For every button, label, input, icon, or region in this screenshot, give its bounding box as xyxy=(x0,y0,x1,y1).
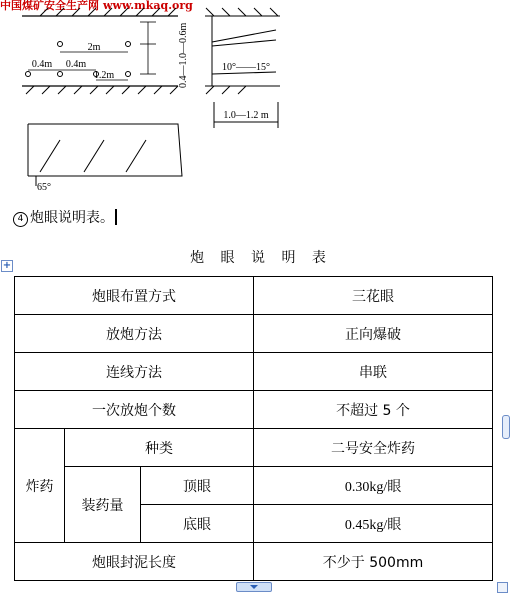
cell-kind-label: 种类 xyxy=(65,429,254,467)
table-title: 炮 眼 说 明 表 xyxy=(190,250,332,266)
dim-04-left-label: 0.4m xyxy=(31,59,53,70)
hole-bottom-1 xyxy=(26,72,31,77)
angle-range-label: 10°——15° xyxy=(222,62,270,73)
hole-bottom-4 xyxy=(126,72,131,77)
table-row xyxy=(15,315,493,353)
watermark-url: www.mkaq.org xyxy=(103,0,193,12)
cell-value: 正向爆破 xyxy=(254,315,493,353)
cell-label: 放炮方法 xyxy=(15,315,254,353)
heading-text: 炮眼说明表。 xyxy=(30,210,114,226)
cell-label: 炮眼封泥长度 xyxy=(15,543,254,581)
cell-charge-label: 装药量 xyxy=(65,467,141,543)
dim-12m-label: 1.2m xyxy=(93,70,115,81)
table-corner-resize-grip[interactable] xyxy=(497,582,508,593)
dim-04-mid-label: 0.4m xyxy=(65,59,87,70)
cell-label: 炮眼布置方式 xyxy=(15,277,254,315)
cell-label: 一次放炮个数 xyxy=(15,391,254,429)
table-row xyxy=(15,429,493,467)
angle-65-label: 65° xyxy=(37,182,51,193)
table-row xyxy=(15,467,493,505)
table-side-resize-handle[interactable] xyxy=(502,415,510,439)
cell-kind-value: 二号安全炸药 xyxy=(254,429,493,467)
table-row xyxy=(15,277,493,315)
table-row xyxy=(15,391,493,429)
cell-label: 连线方法 xyxy=(15,353,254,391)
cell-explosive-label: 炸药 xyxy=(15,429,65,543)
blasthole-diagram xyxy=(0,0,300,200)
floor-hatching-left xyxy=(26,86,178,94)
section-heading xyxy=(13,208,117,228)
plan-view xyxy=(28,124,182,186)
roof-hatching-left xyxy=(40,8,176,16)
dim-vertical-label: 0.4—1.0—0.6m xyxy=(178,22,189,88)
cell-top-value: 0.30kg/眼 xyxy=(254,467,493,505)
watermark-site-name: 中国煤矿安全生产网 xyxy=(0,0,99,12)
dim-bottom-label: 1.0—1.2 m xyxy=(223,110,269,121)
blasthole-table xyxy=(14,276,493,581)
cell-value: 串联 xyxy=(254,353,493,391)
cell-value: 不超过 5 个 xyxy=(254,391,493,429)
cell-bottom-label: 底眼 xyxy=(141,505,254,543)
cell-value: 不少于 500mm xyxy=(254,543,493,581)
text-cursor xyxy=(115,209,117,225)
dim-2m-label: 2m xyxy=(87,42,101,53)
cell-bottom-value: 0.45kg/眼 xyxy=(254,505,493,543)
hole-top-2 xyxy=(126,42,131,47)
table-row xyxy=(15,353,493,391)
table-bottom-resize-handle[interactable] xyxy=(236,582,272,592)
hole-bottom-2 xyxy=(58,72,63,77)
hole-top-1 xyxy=(58,42,63,47)
blasthole-diagram-svg xyxy=(0,0,300,200)
circled-number: 4 xyxy=(13,212,28,227)
cell-top-label: 顶眼 xyxy=(141,467,254,505)
table-row xyxy=(15,543,493,581)
cell-value: 三花眼 xyxy=(254,277,493,315)
table-move-handle[interactable]: + xyxy=(2,260,12,271)
